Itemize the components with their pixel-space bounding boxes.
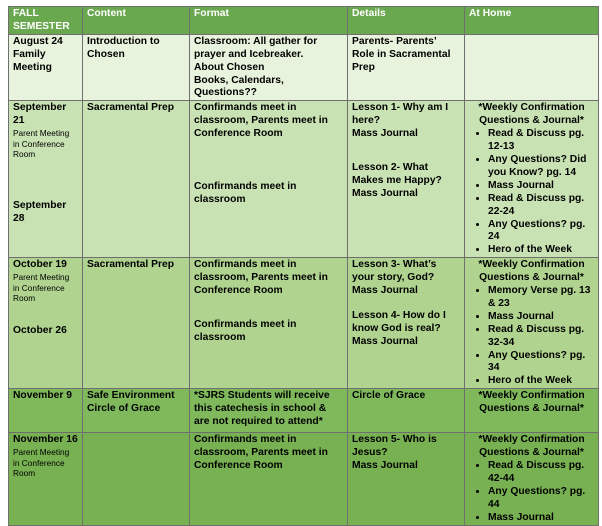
at-home-list bbox=[469, 460, 594, 525]
date-cell bbox=[9, 433, 83, 525]
at-home-cell bbox=[465, 34, 599, 101]
date-label: October 19 bbox=[13, 259, 67, 271]
list-item: • Mass Journal bbox=[488, 512, 594, 525]
list-item: • Any Questions? pg. 24 bbox=[488, 219, 594, 245]
format-line: About Chosen bbox=[194, 61, 265, 73]
schedule-table-wrapper bbox=[8, 6, 598, 523]
format-line: Books, Calendars, Questions?? bbox=[194, 74, 284, 99]
header-row bbox=[9, 7, 599, 35]
at-home-cell bbox=[465, 389, 599, 433]
details-cell bbox=[348, 101, 465, 258]
mass-journal-label: Mass Journal bbox=[352, 187, 418, 199]
date-label: October 26 bbox=[13, 324, 67, 336]
lesson-title: Lesson 4- How do I know God is real? bbox=[352, 309, 446, 334]
list-item: • Memory Verse pg. 13 & 23 bbox=[488, 285, 594, 311]
date-cell: November 9 bbox=[9, 389, 83, 433]
header-fall-semester: FALL SEMESTER bbox=[9, 7, 83, 35]
list-item: • Read & Discuss pg. 22-24 bbox=[488, 193, 594, 219]
content-cell: Introduction to Chosen bbox=[83, 34, 190, 101]
weekly-heading: *Weekly Confirmation Questions & Journal* bbox=[478, 434, 585, 459]
list-item: • Mass Journal bbox=[488, 311, 594, 324]
format-line: Confirmands meet in classroom, Parents meet in Conference Room bbox=[194, 259, 328, 297]
format-cell bbox=[190, 34, 348, 101]
at-home-list bbox=[469, 285, 594, 388]
list-item: • Any Questions? pg. 34 bbox=[488, 350, 594, 376]
format-cell bbox=[190, 101, 348, 258]
row-november-16 bbox=[9, 433, 599, 525]
lesson-title: Lesson 5- Who is Jesus? bbox=[352, 434, 437, 459]
format-cell: Confirmands meet in classroom, Parents meet in Conference Room bbox=[190, 433, 348, 525]
mass-journal-label: Mass Journal bbox=[352, 285, 418, 297]
date-label: September 28 bbox=[13, 199, 67, 224]
lesson-title: Lesson 3- What’s your story, God? bbox=[352, 259, 437, 284]
content-cell bbox=[83, 433, 190, 525]
details-cell: Parents- Parents’ Role in Sacramental Prep bbox=[348, 34, 465, 101]
schedule-table bbox=[8, 6, 599, 526]
format-line: Confirmands meet in classroom bbox=[194, 181, 297, 205]
header-format: Format bbox=[190, 7, 348, 35]
at-home-cell bbox=[465, 433, 599, 525]
format-cell: *SJRS Students will receive this catechesis in school & are not required to attend* bbox=[190, 389, 348, 433]
weekly-heading: *Weekly Confirmation Questions & Journal* bbox=[478, 259, 585, 284]
lesson-title: Lesson 1- Why am I here? bbox=[352, 102, 449, 127]
date-label: September 21 bbox=[13, 102, 67, 127]
row-october bbox=[9, 258, 599, 389]
format-cell bbox=[190, 258, 348, 389]
parent-meeting-note: Parent Meeting in Conference Room bbox=[13, 272, 70, 304]
format-line: Confirmands meet in classroom, Parents meet in Conference Room bbox=[194, 102, 328, 140]
mass-journal-label: Mass Journal bbox=[352, 460, 418, 472]
at-home-cell bbox=[465, 101, 599, 258]
list-item: • Any Questions? pg. 44 bbox=[488, 486, 594, 512]
header-at-home: At Home bbox=[465, 7, 599, 35]
content-cell: Sacramental Prep bbox=[83, 101, 190, 258]
details-cell bbox=[348, 258, 465, 389]
content-cell: Sacramental Prep bbox=[83, 258, 190, 389]
parent-meeting-note: Parent Meeting in Conference Room bbox=[13, 447, 70, 479]
list-item: • Any Questions? Did you Know? pg. 14 bbox=[488, 154, 594, 180]
details-cell: Circle of Grace bbox=[348, 389, 465, 433]
weekly-heading: *Weekly Confirmation Questions & Journal* bbox=[478, 390, 585, 415]
row-august-24 bbox=[9, 34, 599, 101]
at-home-list bbox=[469, 128, 594, 257]
weekly-heading: *Weekly Confirmation Questions & Journal* bbox=[478, 102, 585, 127]
list-item: • Hero of the Week bbox=[488, 375, 594, 388]
mass-journal-label: Mass Journal bbox=[352, 335, 418, 347]
at-home-cell bbox=[465, 258, 599, 389]
date-cell: August 24 Family Meeting bbox=[9, 34, 83, 101]
format-line: Classroom: All gather for prayer and Icebreaker. bbox=[194, 35, 318, 60]
list-item: • Read & Discuss pg. 12-13 bbox=[488, 128, 594, 154]
format-line: Confirmands meet in classroom bbox=[194, 318, 297, 343]
list-item: • Mass Journal bbox=[488, 180, 594, 193]
date-cell bbox=[9, 258, 83, 389]
header-details: Details bbox=[348, 7, 465, 35]
list-item: • Read & Discuss pg. 42-44 bbox=[488, 460, 594, 486]
list-item: • Hero of the Week bbox=[488, 244, 594, 257]
date-cell bbox=[9, 101, 83, 258]
header-content: Content bbox=[83, 7, 190, 35]
details-cell bbox=[348, 433, 465, 525]
mass-journal-label: Mass Journal bbox=[352, 128, 418, 140]
lesson-title: Lesson 2- What Makes me Happy? bbox=[352, 162, 442, 186]
content-cell: Safe Environment Circle of Grace bbox=[83, 389, 190, 433]
parent-meeting-note: Parent Meeting in Conference Room bbox=[13, 128, 70, 160]
list-item: • Read & Discuss pg. 32-34 bbox=[488, 324, 594, 350]
date-label: November 16 bbox=[13, 434, 78, 446]
row-september bbox=[9, 101, 599, 258]
row-november-9 bbox=[9, 389, 599, 433]
